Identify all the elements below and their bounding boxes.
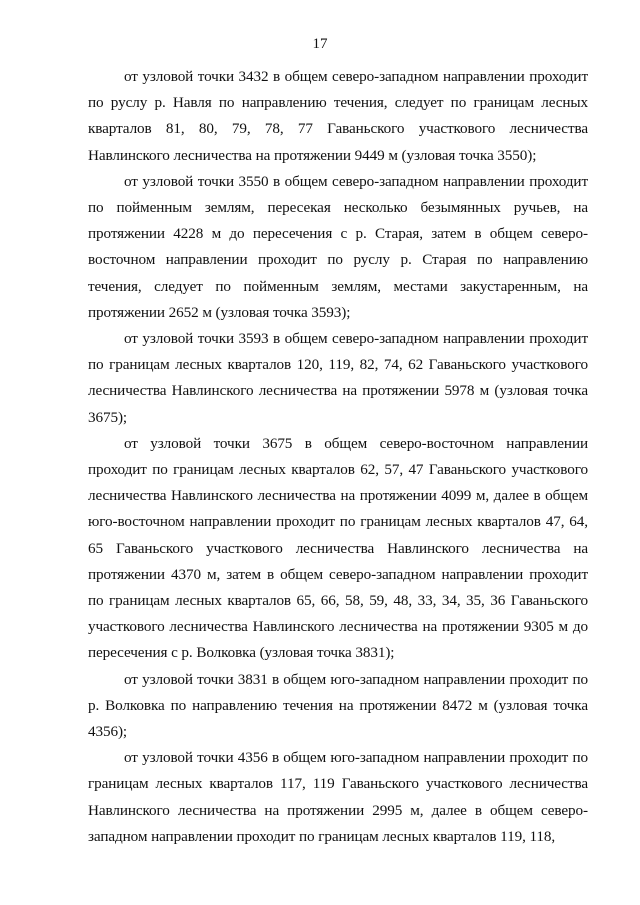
- paragraph-node-3432: от узловой точки 3432 в общем северо-западном направлении проходит по руслу р. Навля по направлению течения, следует по границам лесных кварталов 81, 80, 79, 78, 77 Гаваньского участкового лесничества Навлинского лесничества на протяжении 9449 м (узловая точка 3550);: [88, 68, 588, 164]
- paragraph-node-3550: от узловой точки 3550 в общем северо-западном направлении проходит по пойменным землям, пересекая несколько безымянных ручьев, на протяжении 4228 м до пересечения с р. Старая, затем в общем северо-восточном направлении проходит по руслу р. Старая по направлению течения, следует по пойменным землям, местами закустаренным, на протяжении 2652 м (узловая точка 3593);: [88, 172, 588, 321]
- paragraph-node-3675: от узловой точки 3675 в общем северо-восточном направлении проходит по границам лесных кварталов 62, 57, 47 Гаваньского участкового лесничества Навлинского лесничества на протяжении 4099 м, далее в общем юго-восточном направлении проходит по границам лесных кварталов 47, 64, 65 Гаваньского участкового лесничества Навлинского лесничества на протяжении 4370 м, затем в общем северо-западном направлении проходит по границам лесных кварталов 65, 66, 58, 59, 48, 33, 34, 35, 36 Гаваньского участкового лесничества Навлинского лесничества на протяжении 9305 м до пересечения с р. Волковка (узловая точка 3831);: [88, 434, 588, 662]
- paragraph-node-3831: от узловой точки 3831 в общем юго-западном направлении проходит по р. Волковка по направлению течения на протяжении 8472 м (узловая точка 4356);: [88, 670, 588, 741]
- paragraph-node-3593: от узловой точки 3593 в общем северо-западном направлении проходит по границам лесных кварталов 120, 119, 82, 74, 62 Гаваньского участкового лесничества Навлинского лесничества на протяжении 5978 м (узловая точка 3675);: [88, 330, 588, 426]
- page-number: 17: [312, 36, 328, 52]
- paragraph-node-4356: от узловой точки 4356 в общем юго-западном направлении проходит по границам лесных кварталов 117, 119 Гаваньского участкового лесничества Навлинского лесничества на протяжении 2995 м, далее в общем северо-западном направлении проходит по границам лесных кварталов 119, 118,: [88, 749, 588, 845]
- body-text: [88, 64, 588, 850]
